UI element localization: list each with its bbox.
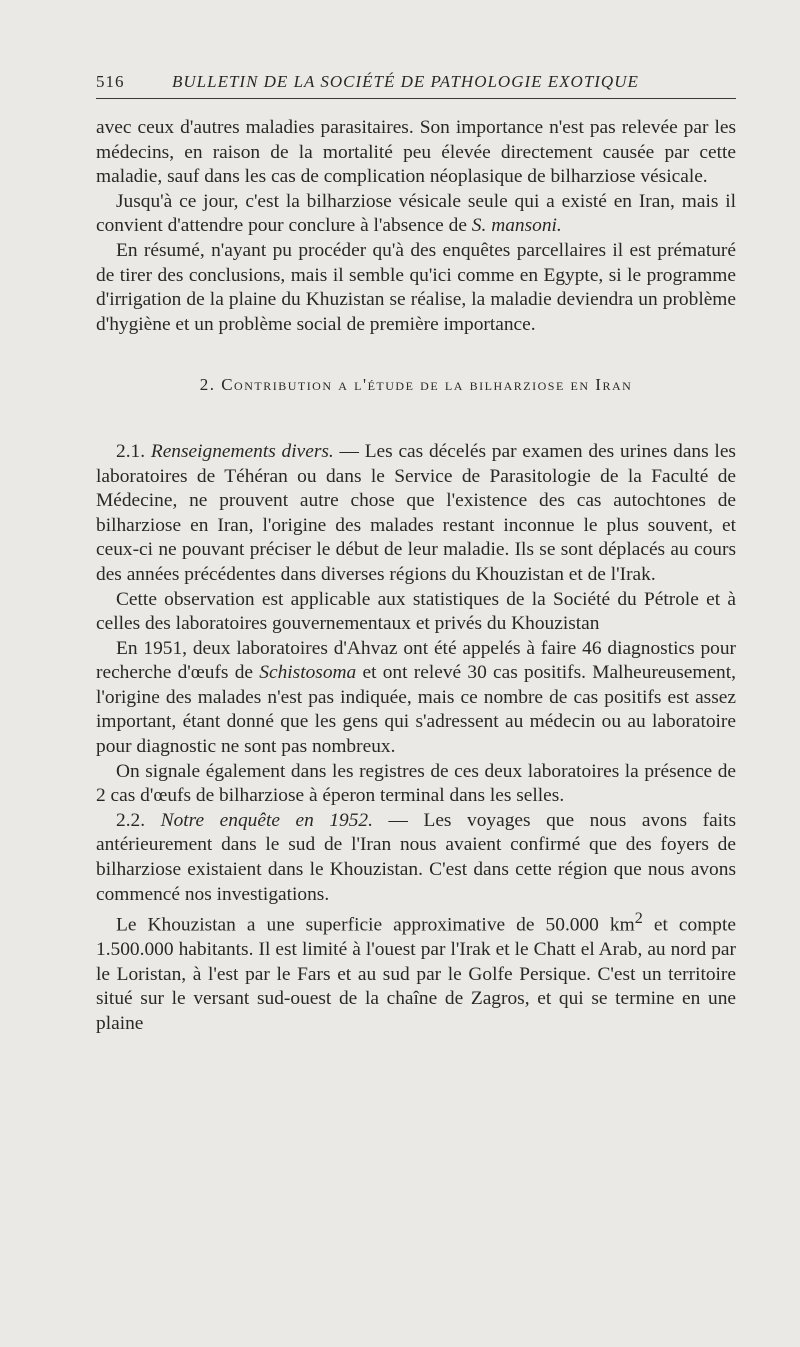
- paragraph-khouzistan-a: Le Khouzistan a une superficie approximative de 50.000 km: [116, 914, 635, 936]
- paragraph-khouzistan-b: et compte 1.500.000 habitants. Il est limité à l'ouest par l'Irak et le Chatt el Arab, au nord par le Loristan, à l'est par le Fars et au sud par le Golfe Persique. C'est un territoire situé sur le versant sud-ouest de la chaîne de Zagros, et qui se termine en une plaine: [96, 914, 736, 1035]
- subsection-number: 2.1.: [116, 440, 146, 462]
- paragraph-observation: Cette observation est applicable aux statistiques de la Société du Pétrole et à celles des laboratoires gouvernementaux et privés du Khouzistan: [96, 588, 736, 635]
- subsection-text: — Les cas décelés par examen des urines dans les laboratoires de Téhéran ou dans le Service de Parasitologie de la Faculté de Médecine, ne prouvent autre chose que l'existence des cas autochtones de bilharziose en Iran, l'origine des malades restant inconnue le plus souvent, et ceux-ci ne pouvant préciser le début de leur maladie. Ils se sont déplacés au cours des années précédentes dans diverses régions du Khouzistan et de l'Irak.: [96, 440, 736, 585]
- section-heading: 2. Contribution a l'étude de la bilharziose en Iran: [199, 375, 633, 395]
- paragraph-continued: avec ceux d'autres maladies parasitaires. Son importance n'est pas relevée par les médecins, en raison de la mortalité peu élevée directement causée par cette maladie, sauf dans les cas de complication néoplasique de bilharziose vésicale.: [96, 117, 736, 188]
- subsection-number: 2.2.: [116, 809, 146, 831]
- superscript: 2: [634, 910, 643, 928]
- subsection-2-1: [96, 440, 736, 588]
- running-header: [96, 72, 736, 99]
- page-number: 516: [96, 72, 125, 91]
- paragraph-ahvaz-a: En 1951, deux laboratoires d'Ahvaz ont été appelés à faire 46 diagnostics pour recherche d'œufs de: [96, 637, 736, 684]
- subsection-text: — Les voyages que nous avons faits antérieurement dans le sud de l'Iran nous avaient confirmé que des foyers de bilharziose existaient dans le Khouzistan. C'est dans cette région que nous avons commencé nos investigations.: [96, 809, 737, 905]
- subsection-2-2: [96, 809, 736, 907]
- paragraph-registers: On signale également dans les registres de ces deux laboratoires la présence de 2 cas d'œufs de bilharziose à éperon terminal dans les selles.: [96, 760, 736, 807]
- paragraph-ahvaz-b: et ont relevé 30 cas positifs. Malheureusement, l'origine des malades n'est pas indiquée, mais ce nombre de cas positifs est assez important, étant donné que les gens qui s'adressent au médecin ou au laboratoire pour diagnostic ne sont pas nombreux.: [96, 662, 736, 758]
- subsection-title: Renseignements divers.: [150, 440, 334, 462]
- body-text: [96, 116, 736, 1037]
- paragraph-mansoni: [96, 190, 736, 239]
- paragraph-ahvaz: [96, 637, 736, 760]
- subsection-title: Notre enquête en 1952.: [160, 809, 373, 831]
- paragraph-summary: En résumé, n'ayant pu procéder qu'à des enquêtes parcellaires il est prématuré de tirer des conclusions, mais il semble qu'ici comme en Egypte, si le programme d'irrigation de la plaine du Khuzistan se réalise, la maladie deviendra un problème d'hygiène et un problème social de première importance.: [96, 239, 736, 335]
- paragraph-khouzistan: [96, 907, 736, 1036]
- genus-name: Schistosoma: [259, 662, 357, 684]
- journal-title: BULLETIN DE LA SOCIÉTÉ DE PATHOLOGIE EXOTIQUE: [172, 72, 639, 91]
- paragraph-mansoni-text: Jusqu'à ce jour, c'est la bilharziose vésicale seule qui a existé en Iran, mais il convient d'attendre pour conclure à l'absence de: [96, 190, 736, 237]
- species-name: S. mansoni.: [471, 215, 562, 237]
